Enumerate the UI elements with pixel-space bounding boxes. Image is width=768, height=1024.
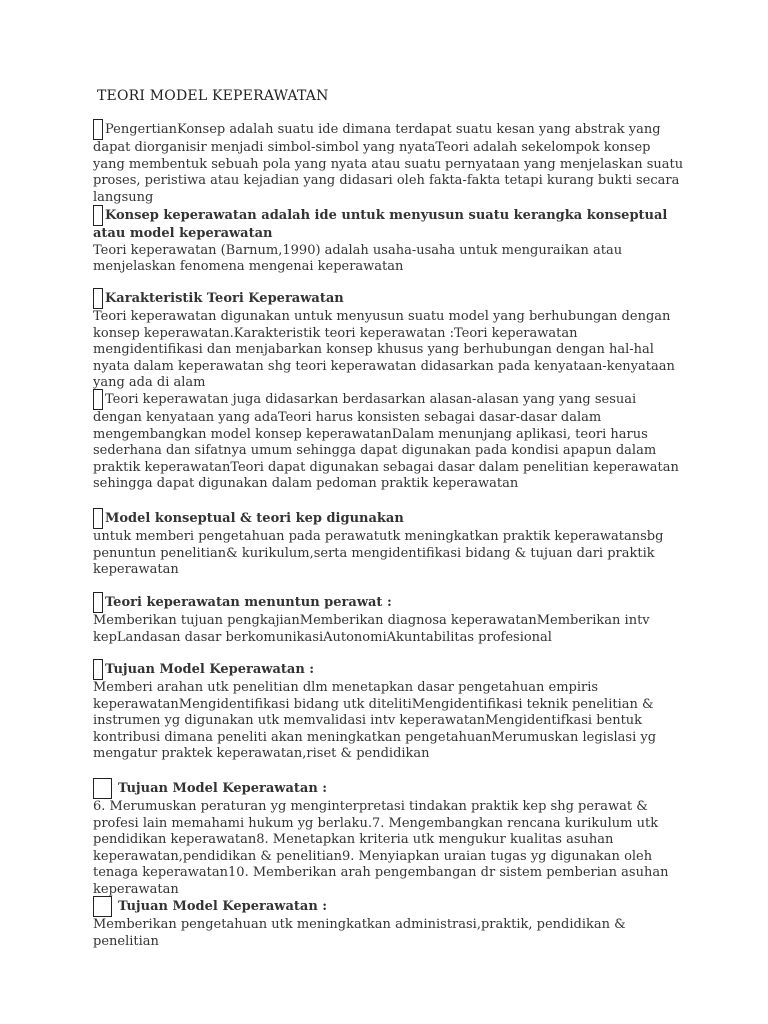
section-heading: Tujuan Model Keperawatan : <box>105 662 315 677</box>
section-text: 6. Merumuskan peraturan yg menginterpretasi tindakan praktik kep shg perawat & profesi lain memahami hukum yg berlaku.7. Mengembangkan rencana kurikulum utk pendidikan keperawatan8. Menetapkan kriteria utk mengukur kualitas asuhan keperawatan,pendidikan & penelitian9. Menyiapkan uraian tugas yg digunakan oleh tenaga keperawatan10. Memberikan arah pengembangan dr sistem pemberian asuhan keperawatan <box>93 799 669 897</box>
checkbox-icon <box>93 508 103 529</box>
checkbox-icon <box>93 778 112 799</box>
section-text: Teori keperawatan (Barnum,1990) adalah usaha-usaha untuk menguraikan atau menjelaskan fenomena mengenai keperawatan <box>93 242 623 274</box>
checkbox-icon <box>93 288 103 309</box>
checkbox-icon <box>93 389 103 410</box>
section-text: Teori keperawatan digunakan untuk menyusun suatu model yang berhubungan dengan konsep keperawatan.Karakteristik teori keperawatan :Teori keperawatan mengidentifikasi dan menjabarkan konsep khusus yang berhubungan dengan hal-hal nyata dalam keperawatan shg teori keperawatan didasarkan pada kenyataan-kenyataan yang ada di alam <box>93 309 675 390</box>
section-pengertian <box>93 119 685 206</box>
section-text: Memberikan pengetahuan utk meningkatkan administrasi,praktik, pendidikan & penelitian <box>93 917 626 949</box>
checkbox-icon <box>93 592 103 613</box>
section-teori-dasar <box>93 389 685 493</box>
section-konsep-keperawatan <box>93 205 685 276</box>
section-heading: Tujuan Model Keperawatan : <box>118 781 328 796</box>
section-karakteristik <box>93 288 685 392</box>
checkbox-icon <box>93 119 103 140</box>
document-title: TEORI MODEL KEPERAWATAN <box>97 88 329 104</box>
checkbox-icon <box>93 896 112 917</box>
section-heading: Tujuan Model Keperawatan : <box>118 899 328 914</box>
section-teori-menuntun <box>93 592 685 646</box>
section-heading: Konsep keperawatan adalah ide untuk menyusun suatu kerangka konseptual atau model keperawatan <box>93 208 668 241</box>
section-heading: Karakteristik Teori Keperawatan <box>105 291 344 306</box>
checkbox-icon <box>93 205 103 226</box>
section-heading: Teori keperawatan menuntun perawat : <box>105 595 392 610</box>
section-heading: Model konseptual & teori kep digunakan <box>105 511 404 526</box>
section-text: PengertianKonsep adalah suatu ide dimana terdapat suatu kesan yang abstrak yang dapat diorganisir menjadi simbol-simbol yang nyataTeori adalah sekelompok konsep yang membentuk sebuah pola yang nyata atau suatu pernyataan yang menjelaskan suatu proses, peristiwa atau kejadian yang didasari oleh fakta-fakta tetapi kurang bukti secara langsung <box>93 122 684 205</box>
section-text: untuk memberi pengetahuan pada perawatutk meningkatkan praktik keperawatansbg penuntun penelitian& kurikulum,serta mengidentifikasi bidang & tujuan dari praktik keperawatan <box>93 529 664 577</box>
section-tujuan-model-1 <box>93 659 685 763</box>
section-tujuan-model-2 <box>93 778 685 898</box>
checkbox-icon <box>93 659 103 680</box>
section-text: Memberi arahan utk penelitian dlm menetapkan dasar pengetahuan empiris keperawatanMengidentifikasi bidang utk ditelitiMengidentifikasi teknik penelitian & instrumen yg digunakan utk memvalidasi intv keperawatanMengidentifkasi bentuk kontribusi dimana peneliti akan meningkatkan pengetahuanMerumuskan legislasi yg mengatur praktek keperawatan,riset & pendidikan <box>93 680 657 761</box>
section-model-konseptual <box>93 508 685 579</box>
section-text: Memberikan tujuan pengkajianMemberikan diagnosa keperawatanMemberikan intv kepLandasan dasar berkomunikasiAutonomiAkuntabilitas profesional <box>93 613 650 645</box>
section-tujuan-model-3 <box>93 896 685 950</box>
section-text: Teori keperawatan juga didasarkan berdasarkan alasan-alasan yang yang sesuai dengan kenyataan yang adaTeori harus konsisten sebagai dasar-dasar dalam mengembangkan model konsep keperawatanDalam menunjang aplikasi, teori harus sederhana dan sifatnya umum sehingga dapat digunakan pada kondisi apapun dalam praktik keperawatanTeori dapat digunakan sebagai dasar dalam penelitian keperawatan sehingga dapat digunakan dalam pedoman praktik keperawatan <box>93 392 679 491</box>
